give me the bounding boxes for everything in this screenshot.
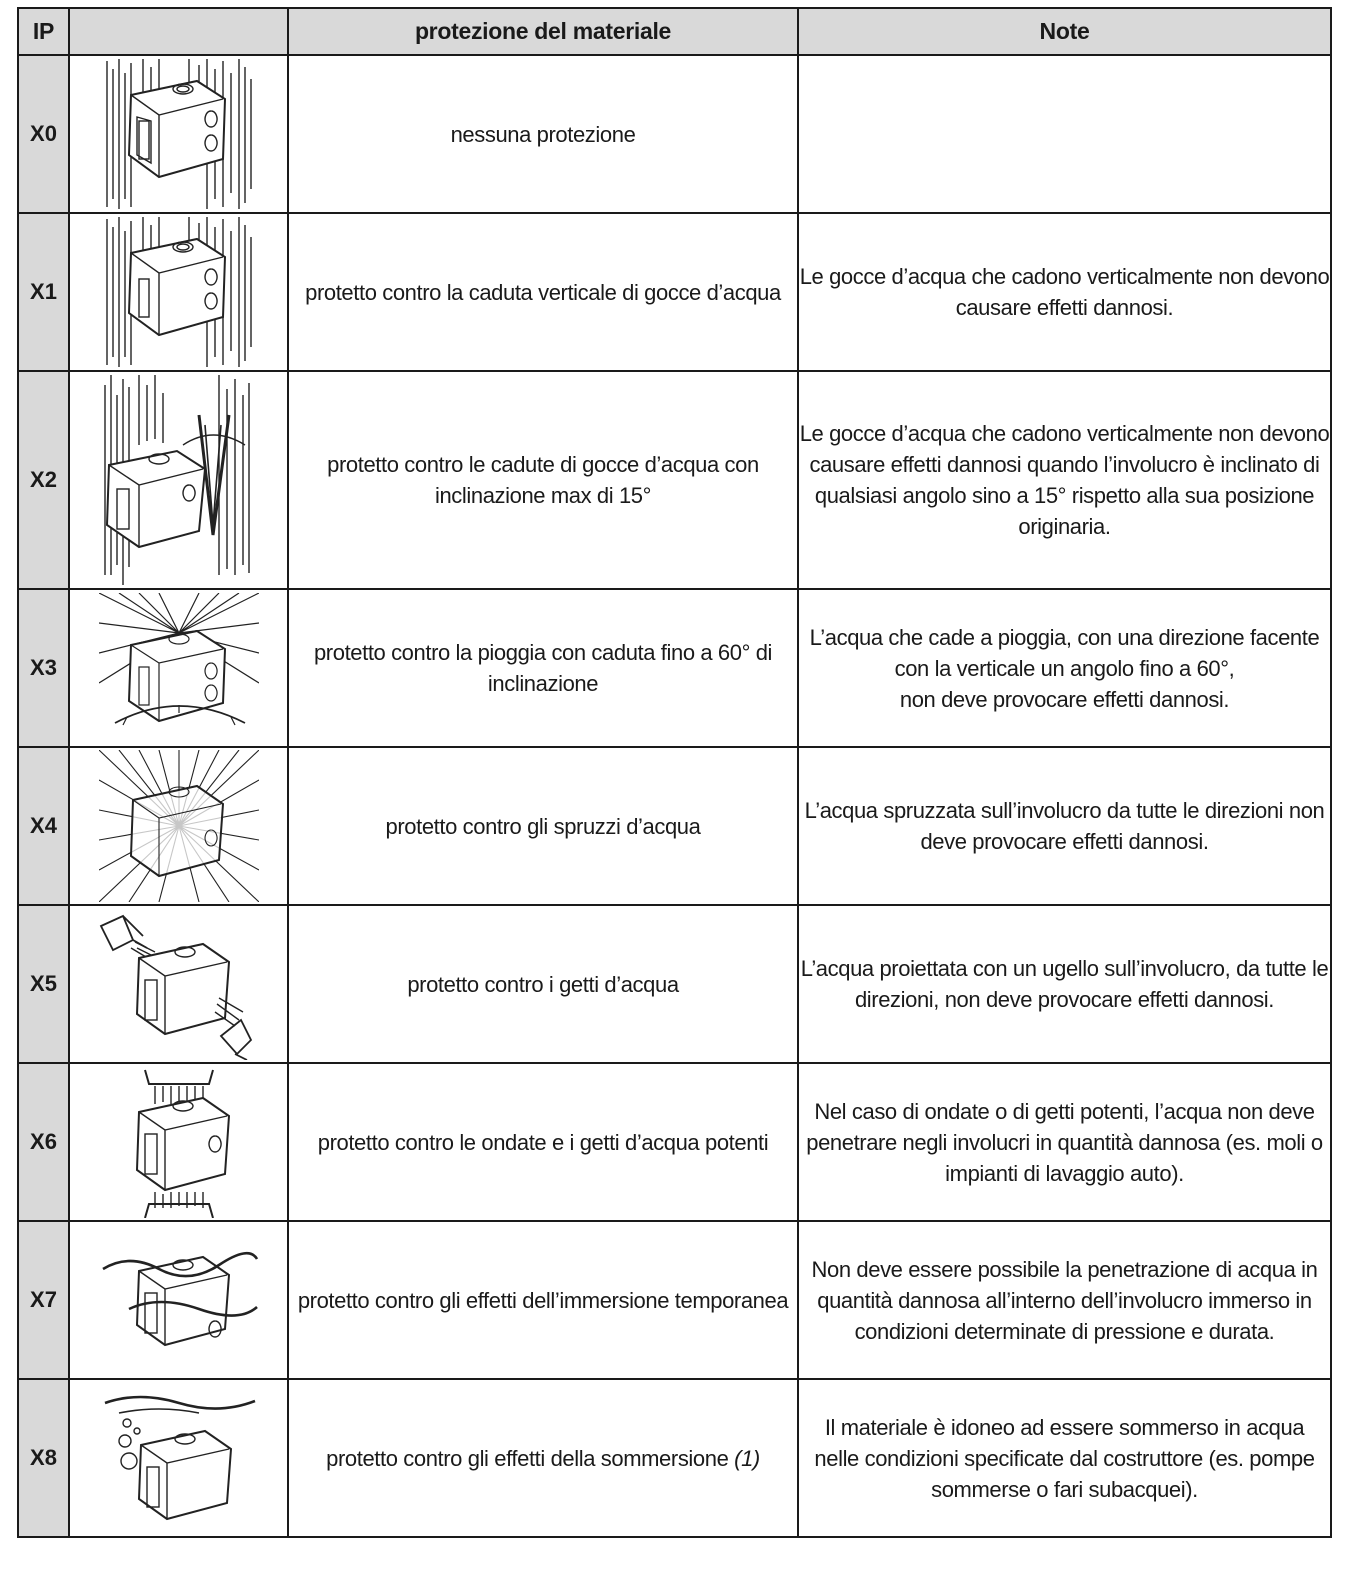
table-row [18,589,1331,747]
ip-code: X2 [18,371,69,589]
note-line: impianti di lavaggio auto). [945,1160,1184,1186]
ip-code: X7 [18,1221,69,1379]
note-line: qualsiasi angolo sino a 15° rispetto alla sua posizione [814,483,1315,508]
enclosure-powerful-jets-icon [99,1066,259,1218]
ip-code: X3 [18,589,69,747]
protection-text: protetto contro le ondate e i getti d’acqua potenti [288,1063,798,1221]
enclosure-vertical-drops-icon [99,217,259,367]
table-row [18,747,1331,905]
table-row [18,1379,1331,1537]
ip-code: X0 [18,55,69,213]
illustration-cell [69,1379,288,1537]
note-text [798,371,1331,589]
note-line: sommerse o fari subacquei). [931,1476,1198,1502]
protection-text: protetto contro la pioggia con caduta fino a 60° di inclinazione [288,589,798,747]
table-row [18,213,1331,371]
note-text [798,905,1331,1063]
table-row [18,1063,1331,1221]
illustration-cell [69,589,288,747]
ip-code: X8 [18,1379,69,1537]
note-text [798,1063,1331,1221]
table-header-row [18,8,1331,55]
ip-code: X4 [18,747,69,905]
note-line: nelle condizioni specificate dal costruttore (es. pompe [814,1445,1315,1471]
note-line: Nel caso di ondate o di getti potenti, l’acqua non deve [814,1098,1315,1124]
table-row [18,1221,1331,1379]
ip-code: X1 [18,213,69,371]
header-image [69,8,288,55]
illustration-cell [69,1063,288,1221]
ip-protection-table [17,7,1332,1538]
protection-text: protetto contro gli spruzzi d’acqua [288,747,798,905]
note-line: causare effetti dannosi. [955,295,1174,320]
note-line: condizioni determinate di pressione e durata. [854,1318,1275,1344]
illustration-cell [69,1221,288,1379]
note-line: quantità dannosa all’interno dell’involucro immerso in [817,1287,1312,1313]
enclosure-vertical-drops-icon [99,59,259,209]
protection-text-main: protetto contro gli effetti della sommersione [326,1445,729,1471]
table-row [18,905,1331,1063]
note-line: deve provocare effetti dannosi. [920,829,1209,854]
note-text [798,1379,1331,1537]
ip-code: X5 [18,905,69,1063]
illustration-cell [69,747,288,905]
note-line: Le gocce d’acqua che cadono verticalmente non devono [799,264,1330,289]
protection-text: protetto contro la caduta verticale di gocce d’acqua [288,213,798,371]
note-text [798,1221,1331,1379]
table-row [18,371,1331,589]
protection-text: nessuna protezione [288,55,798,213]
protection-text [288,1379,798,1537]
note-line: Il materiale è idoneo ad essere sommerso in acqua [824,1414,1305,1440]
note-line: penetrare negli involucri in quantità dannosa (es. moli o [806,1129,1323,1155]
ip-code: X6 [18,1063,69,1221]
note-line: direzioni, non deve provocare effetti dannosi. [854,987,1275,1012]
enclosure-tilted-15-icon [99,375,259,585]
illustration-cell [69,905,288,1063]
note-line: Le gocce d’acqua che cadono verticalmente non devono [799,421,1330,446]
note-text [798,589,1331,747]
note-line: non deve provocare effetti dannosi. [899,686,1230,712]
note-line: L’acqua proiettata con un ugello sull’involucro, da tutte le [800,956,1329,981]
protection-text: protetto contro i getti d’acqua [288,905,798,1063]
enclosure-submersion-icon [99,1383,259,1533]
note-line: L’acqua che cade a pioggia, con una direzione facente [809,624,1320,650]
note-line: causare effetti dannosi quando l’involucro è inclinato di [809,452,1320,477]
illustration-cell [69,213,288,371]
enclosure-jets-icon [99,908,259,1060]
header-protection: protezione del materiale [288,8,798,55]
illustration-cell [69,371,288,589]
header-ip: IP [18,8,69,55]
enclosure-rain-60-icon [99,593,259,743]
illustration-cell [69,55,288,213]
protection-text: protetto contro gli effetti dell’immersione temporanea [288,1221,798,1379]
enclosure-immersion-icon [99,1225,259,1375]
note-text [798,747,1331,905]
note-line: Non deve essere possibile la penetrazione di acqua in [811,1256,1318,1282]
note-line: L’acqua spruzzata sull’involucro da tutte le direzioni non [804,798,1325,823]
enclosure-splash-icon [99,750,259,902]
header-note: Note [798,8,1331,55]
table-row [18,55,1331,213]
note-line: originaria. [1018,514,1111,539]
note-text [798,55,1331,213]
protection-text: protetto contro le cadute di gocce d’acqua con inclinazione max di 15° [288,371,798,589]
note-text [798,213,1331,371]
note-line: con la verticale un angolo fino a 60°, [894,655,1235,681]
footnote-ref: (1) [734,1445,760,1471]
